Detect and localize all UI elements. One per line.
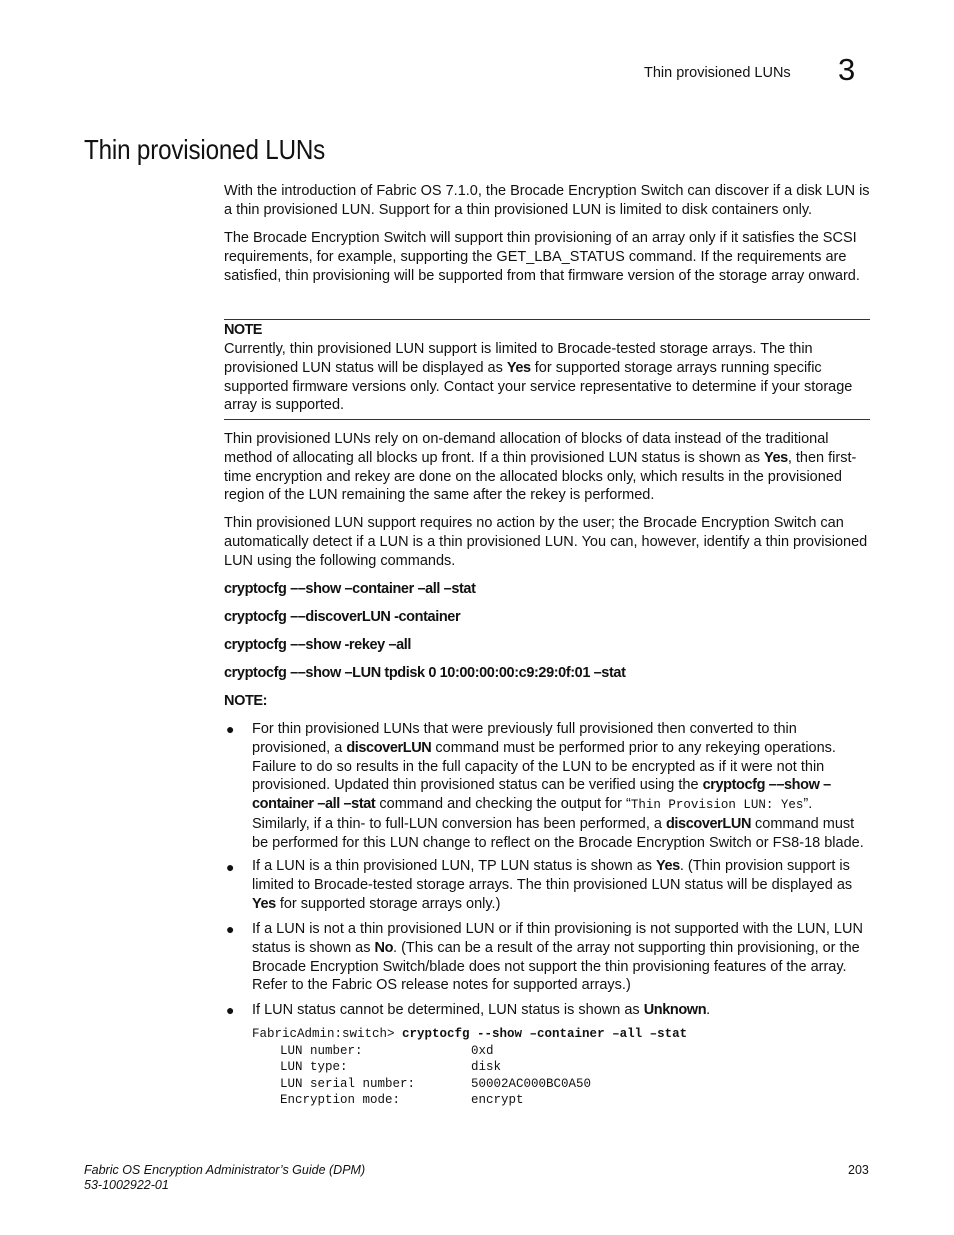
code-row: LUN number: 0xd (280, 1043, 494, 1058)
footer-doc-number: 53-1002922-01 (84, 1178, 169, 1192)
bullet-item: If LUN status cannot be determined, LUN status is shown as Unknown. (252, 1002, 711, 1018)
bullet-item: For thin provisioned LUNs that were previously full provisioned then converted to thin provisioned, a discoverLUN command must be performed prior to any rekeying operations. Failure to do so results in the full capacity of the LUN to be encrypted as if it were not thin provisioned. Updated thin provisioned status can be verified using the cryptocfg ––show –container –all –stat command and checking the output for “Thin Provision LUN: Yes”. Similarly, if a thin- to full-LUN conversion has been performed, a discoverLUN command must be performed for this LUN change to reflect on the Brocade Encryption Switch or FS8-18 blade. (252, 721, 864, 851)
note-label-2: NOTE: (224, 693, 268, 709)
note-top-rule (224, 319, 870, 320)
code-prompt: FabricAdmin:switch> (252, 1027, 403, 1041)
note-text: Currently, thin provisioned LUN support is limited to Brocade-tested storage arrays. The thin provisioned LUN status will be displayed as Yes for supported storage arrays running specific supported firmware versions only. Contact your service representative to determine if your storage array is supported. (224, 341, 853, 414)
command-line: cryptocfg ––show –container –all –stat (224, 581, 476, 597)
yes-keyword: Yes (506, 359, 531, 376)
bullet-item: If a LUN is not a thin provisioned LUN or if thin provisioning is not supported with the LUN, LUN status is shown as No. (This can be a result of the array not supporting thin provisioning, or the Brocade Encryption Switch/blade does not support the thin provisioning features of the array. Refer to the Fabric OS release notes for supported arrays.) (252, 921, 863, 994)
command-line: cryptocfg ––show -rekey –all (224, 637, 412, 653)
bullet-icon: ● (226, 721, 235, 737)
code-row: LUN serial number: 50002AC000BC0A50 (280, 1076, 592, 1091)
intro-paragraph-1: With the introduction of Fabric OS 7.1.0, the Brocade Encryption Switch can discover if a disk LUN is a thin provisioned LUN. Support for a thin provisioned LUN is limited to disk containers only. (224, 183, 870, 218)
note-label: NOTE (224, 322, 262, 338)
bullet-icon: ● (226, 921, 235, 937)
footer-doc-title: Fabric OS Encryption Administrator’s Guide (DPM) (84, 1163, 366, 1177)
code-block (252, 1026, 687, 1109)
intro-paragraph-2: The Brocade Encryption Switch will support thin provisioning of an array only if it satisfies the SCSI requirements, for example, supporting the GET_LBA_STATUS command. If the requirements are satisfied, thin provisioning will be supported from that firmware version of the storage array onward. (224, 230, 860, 284)
code-row: LUN type: disk (280, 1060, 502, 1074)
footer-page-number: 203 (848, 1163, 869, 1177)
code-row: Encryption mode: encrypt (280, 1093, 524, 1107)
page-title: Thin provisioned LUNs (84, 134, 326, 165)
running-header-title: Thin provisioned LUNs (644, 65, 791, 81)
command-line: cryptocfg ––show –LUN tpdisk 0 10:00:00:00:c9:29:0f:01 –stat (224, 665, 626, 681)
note-bottom-rule (224, 419, 870, 420)
bullet-item: If a LUN is a thin provisioned LUN, TP LUN status is shown as Yes. (Thin provision support is limited to Brocade-tested storage arrays. The thin provisioned LUN status will be displayed as Yes for supported storage arrays only.) (252, 858, 853, 912)
chapter-number: 3 (838, 52, 856, 87)
code-command: cryptocfg --show –container –all –stat (402, 1027, 688, 1041)
bullet-icon: ● (226, 1002, 235, 1018)
body-paragraph-4: Thin provisioned LUN support requires no action by the user; the Brocade Encryption Switch can automatically detect if a LUN is a thin provisioned LUN. You can, however, identify a thin provisioned LUN using the following commands. (224, 515, 868, 569)
body-paragraph-3: Thin provisioned LUNs rely on on-demand allocation of blocks of data instead of the traditional method of allocating all blocks up front. If a thin provisioned LUN status is shown as Yes, then first-time encryption and rekey are done on the allocated blocks only, which results in the provisioned region of the LUN remaining the same after the rekey is performed. (224, 431, 857, 504)
yes-keyword: Yes (764, 449, 788, 466)
command-line: cryptocfg ––discoverLUN -container (224, 609, 461, 625)
bullet-icon: ● (226, 859, 235, 875)
